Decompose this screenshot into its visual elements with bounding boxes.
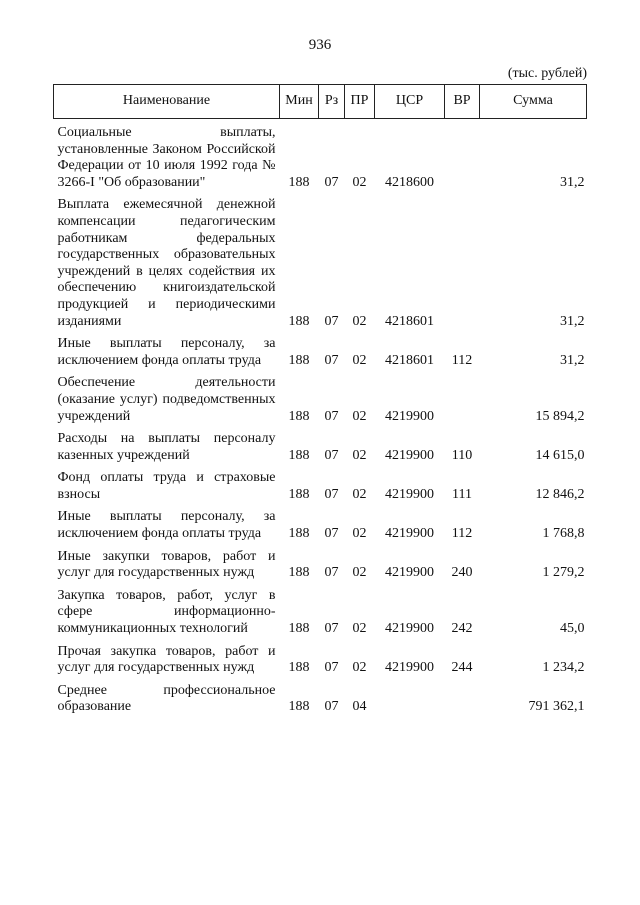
row-csr: 4219900 bbox=[385, 621, 434, 637]
row-pr: 02 bbox=[352, 447, 367, 463]
header-min: Мин bbox=[280, 85, 319, 119]
row-name: Прочая закупка товаров, работ и услуг для государственных нужд bbox=[57, 643, 276, 676]
row-sum: 15 894,2 bbox=[535, 408, 585, 424]
row-min: 188 bbox=[288, 408, 310, 424]
row-sum: 31,2 bbox=[560, 352, 585, 368]
row-csr: 4218601 bbox=[385, 313, 434, 329]
row-min: 188 bbox=[288, 486, 310, 502]
row-sum: 31,2 bbox=[560, 313, 585, 329]
row-min: 188 bbox=[288, 526, 310, 542]
row-sum: 1 768,8 bbox=[542, 526, 585, 542]
header-name: Наименование bbox=[54, 85, 280, 119]
row-pr: 02 bbox=[352, 408, 367, 424]
row-min: 188 bbox=[288, 352, 310, 368]
row-rz: 07 bbox=[324, 486, 339, 502]
header-sum: Сумма bbox=[480, 85, 587, 119]
row-pr: 02 bbox=[352, 352, 367, 368]
row-csr: 4219900 bbox=[385, 565, 434, 581]
row-vr bbox=[445, 191, 480, 330]
row-min: 188 bbox=[288, 174, 310, 190]
row-name: Иные выплаты персоналу, за исключением фонда оплаты труда bbox=[57, 336, 276, 368]
row-csr: 4219900 bbox=[385, 660, 434, 676]
row-name: Социальные выплаты, установленные Законом Российской Федерации от 10 июля 1992 года № 3266-I "Об образовании" bbox=[57, 125, 276, 190]
row-name: Закупка товаров, работ, услуг в сфере информационно-коммуникационных технологий bbox=[57, 587, 276, 637]
row-sum: 1 234,2 bbox=[542, 660, 585, 676]
row-vr: 112 bbox=[451, 352, 473, 368]
row-pr: 02 bbox=[352, 313, 367, 329]
row-pr: 02 bbox=[352, 174, 367, 190]
row-csr: 4219900 bbox=[385, 526, 434, 542]
row-name: Иные закупки товаров, работ и услуг для государственных нужд bbox=[57, 548, 276, 581]
row-rz: 07 bbox=[324, 408, 339, 424]
row-csr: 4219900 bbox=[385, 408, 434, 424]
row-sum: 1 279,2 bbox=[542, 565, 585, 581]
table-row bbox=[54, 330, 587, 369]
row-vr: 112 bbox=[451, 526, 473, 542]
row-rz: 07 bbox=[324, 565, 339, 581]
row-min: 188 bbox=[288, 660, 310, 676]
row-name: Среднее профессиональное образование bbox=[57, 682, 276, 715]
table-row bbox=[54, 582, 587, 638]
row-pr: 02 bbox=[352, 526, 367, 542]
row-min: 188 bbox=[288, 447, 310, 463]
row-rz: 07 bbox=[324, 699, 339, 715]
row-rz: 07 bbox=[324, 526, 339, 542]
table-row bbox=[54, 191, 587, 330]
row-csr bbox=[375, 677, 445, 716]
table-row bbox=[54, 369, 587, 425]
row-name: Иные выплаты персоналу, за исключением фонда оплаты труда bbox=[57, 509, 276, 542]
row-rz: 07 bbox=[324, 313, 339, 329]
row-min: 188 bbox=[288, 699, 310, 715]
row-min: 188 bbox=[288, 313, 310, 329]
row-rz: 07 bbox=[324, 660, 339, 676]
row-rz: 07 bbox=[324, 621, 339, 637]
header-vr: ВР bbox=[445, 85, 480, 119]
budget-table bbox=[53, 84, 587, 716]
table-row bbox=[54, 425, 587, 464]
row-csr: 4219900 bbox=[385, 447, 434, 463]
row-csr: 4219900 bbox=[385, 486, 434, 502]
header-rz: Рз bbox=[319, 85, 345, 119]
table-row bbox=[54, 638, 587, 677]
row-pr: 02 bbox=[352, 486, 367, 502]
row-pr: 02 bbox=[352, 660, 367, 676]
row-name: Расходы на выплаты персоналу казенных учреждений bbox=[57, 431, 276, 463]
row-sum: 791 362,1 bbox=[528, 699, 585, 715]
row-pr: 04 bbox=[352, 699, 367, 715]
header-csr: ЦСР bbox=[375, 85, 445, 119]
units-note: (тыс. рублей) bbox=[507, 66, 587, 81]
row-rz: 07 bbox=[324, 174, 339, 190]
row-vr: 110 bbox=[451, 447, 473, 463]
row-sum: 45,0 bbox=[560, 621, 585, 637]
row-csr: 4218601 bbox=[385, 352, 434, 368]
row-vr: 240 bbox=[451, 565, 473, 581]
row-sum: 12 846,2 bbox=[535, 486, 585, 502]
row-vr bbox=[445, 369, 480, 425]
table-row bbox=[54, 119, 587, 192]
table-row bbox=[54, 464, 587, 503]
row-min: 188 bbox=[288, 565, 310, 581]
row-sum: 14 615,0 bbox=[535, 447, 585, 463]
table-row bbox=[54, 677, 587, 716]
row-vr bbox=[445, 677, 480, 716]
table-header-row bbox=[54, 85, 587, 119]
row-pr: 02 bbox=[352, 565, 367, 581]
row-name: Фонд оплаты труда и страховые взносы bbox=[57, 470, 276, 502]
row-pr: 02 bbox=[352, 621, 367, 637]
row-min: 188 bbox=[288, 621, 310, 637]
header-pr: ПР bbox=[345, 85, 375, 119]
row-name: Обеспечение деятельности (оказание услуг) подведомственных учреждений bbox=[57, 375, 276, 424]
row-name: Выплата ежемесячной денежной компенсации педагогическим работникам федеральных государственных образовательных учреждений в целях содействия их обеспечению книгоиздательской продукцией и периодическими изданиями bbox=[57, 197, 276, 329]
row-rz: 07 bbox=[324, 447, 339, 463]
row-rz: 07 bbox=[324, 352, 339, 368]
row-csr: 4218600 bbox=[385, 174, 434, 190]
row-vr: 242 bbox=[451, 621, 473, 637]
table-row bbox=[54, 503, 587, 542]
table-row bbox=[54, 543, 587, 582]
row-sum: 31,2 bbox=[560, 174, 585, 190]
row-vr bbox=[445, 119, 480, 192]
page-number: 936 bbox=[308, 37, 332, 53]
row-vr: 111 bbox=[452, 486, 472, 502]
row-vr: 244 bbox=[451, 660, 473, 676]
